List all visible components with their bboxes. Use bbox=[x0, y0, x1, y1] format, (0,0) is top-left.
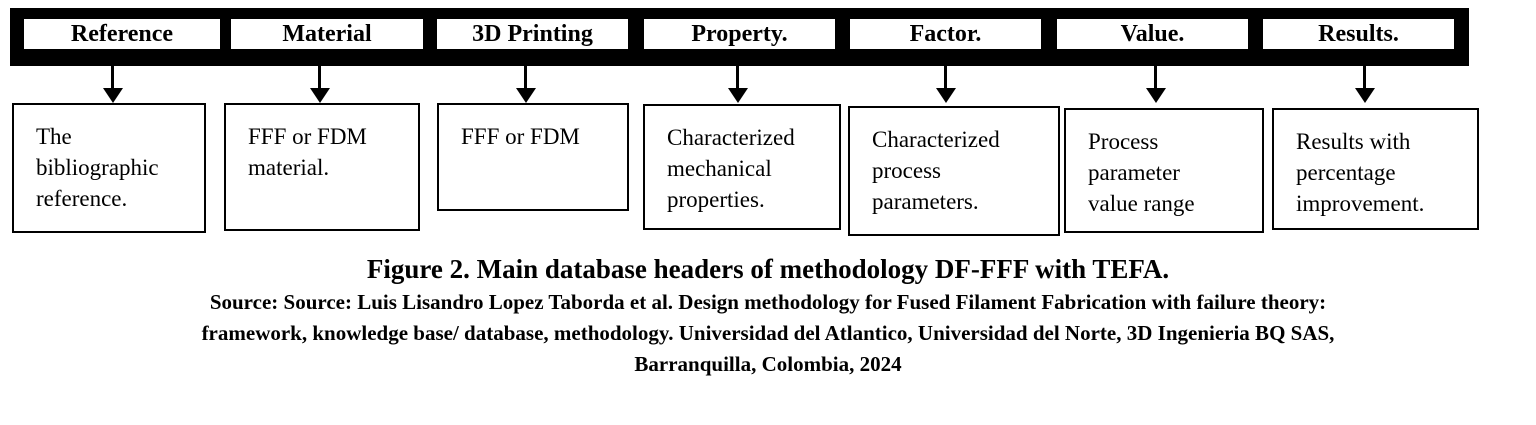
description-line: reference. bbox=[36, 186, 128, 211]
description-box bbox=[1272, 108, 1479, 230]
description-line: improvement. bbox=[1296, 191, 1425, 216]
header-reference: Reference bbox=[22, 17, 222, 51]
down-arrow-icon bbox=[310, 66, 330, 103]
description-line: FFF or FDM bbox=[248, 124, 367, 149]
description-line: FFF or FDM bbox=[461, 124, 580, 149]
description-line: value range bbox=[1088, 191, 1195, 216]
header-factor: Factor. bbox=[848, 17, 1043, 51]
description-line: percentage bbox=[1296, 160, 1396, 185]
description-line: material. bbox=[248, 155, 330, 180]
description-line: parameter bbox=[1088, 160, 1180, 185]
figure-source bbox=[0, 287, 1536, 380]
description-line: properties. bbox=[667, 187, 765, 212]
description-line: mechanical bbox=[667, 156, 772, 181]
down-arrow-icon bbox=[1146, 66, 1166, 103]
description-line: The bbox=[36, 124, 72, 149]
description-line: Process bbox=[1088, 129, 1159, 154]
down-arrow-icon bbox=[103, 66, 123, 103]
figure-caption bbox=[0, 254, 1536, 380]
header-value: Value. bbox=[1055, 17, 1250, 51]
down-arrow-icon bbox=[936, 66, 956, 103]
header-3d-printing: 3D Printing bbox=[435, 17, 630, 51]
figure-title: Figure 2. Main database headers of methodology DF-FFF with TEFA. bbox=[366, 254, 1170, 284]
source-line: Source: Source: Luis Lisandro Lopez Taborda et al. Design methodology for Fused Filament Fabrication with failure theory: bbox=[209, 290, 1327, 314]
description-line: Characterized bbox=[667, 125, 795, 150]
source-line: framework, knowledge base/ database, methodology. Universidad del Atlantico, Universidad del Norte, 3D Ingenieria BQ SAS, bbox=[201, 321, 1335, 345]
description-box bbox=[1064, 108, 1264, 233]
description-box bbox=[224, 103, 420, 231]
down-arrow-icon bbox=[1355, 66, 1375, 103]
description-line: parameters. bbox=[872, 189, 979, 214]
description-line: process bbox=[872, 158, 941, 183]
header-property: Property. bbox=[642, 17, 837, 51]
description-line: Results with bbox=[1296, 129, 1411, 154]
description-box bbox=[643, 104, 841, 230]
description-box bbox=[437, 103, 629, 211]
down-arrow-icon bbox=[516, 66, 536, 103]
description-line: bibliographic bbox=[36, 155, 159, 180]
header-results: Results. bbox=[1261, 17, 1456, 51]
description-box bbox=[12, 103, 206, 233]
header-material: Material bbox=[229, 17, 425, 51]
description-line: Characterized bbox=[872, 127, 1000, 152]
description-box bbox=[848, 106, 1060, 236]
source-line: Barranquilla, Colombia, 2024 bbox=[634, 352, 902, 376]
down-arrow-icon bbox=[728, 66, 748, 103]
